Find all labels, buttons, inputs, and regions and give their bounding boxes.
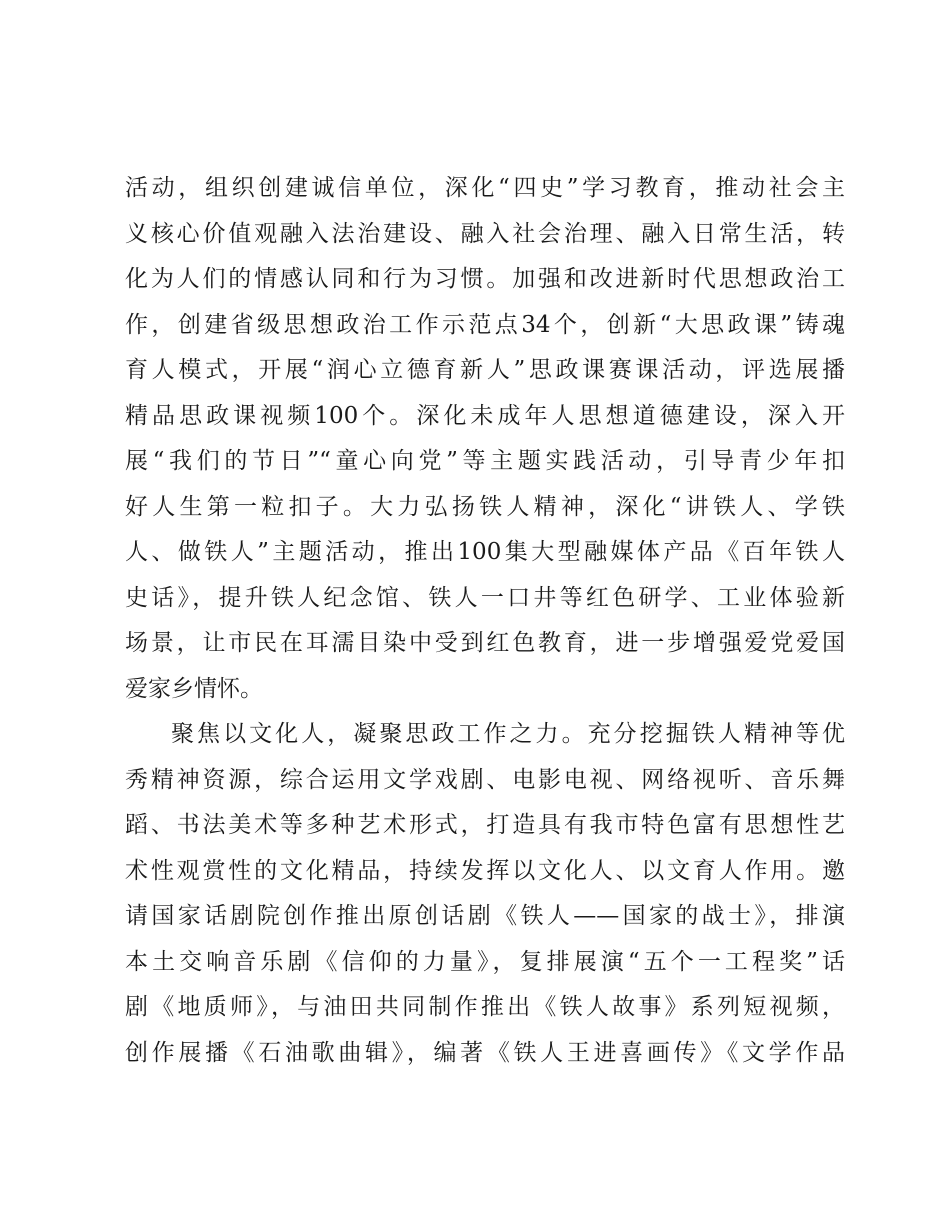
text-line: 剧《地质师》，与油田共同制作推出《铁人故事》系列短视频， — [125, 994, 845, 1020]
text-line: 义核心价值观融入法治建设、融入社会治理、融入日常生活，转 — [125, 220, 845, 247]
text-line: 聚焦以文化人，凝聚思政工作之力。充分挖掘铁人精神等优 — [171, 721, 845, 747]
text-line: 爱家乡情怀。 — [125, 675, 263, 702]
text-line: 蹈、书法美术等多种艺术形式，打造具有我市特色富有思想性艺 — [125, 812, 845, 838]
text-line: 作，创建省级思想政治工作示范点34个，创新“大思政课”铸魂 — [125, 311, 845, 338]
paragraph-2 — [125, 712, 845, 1076]
text-line: 育人模式，开展“润心立德育新人”思政课赛课活动，评选展播 — [125, 357, 845, 383]
text-line: 展“我们的节日”“童心向党”等主题实践活动，引导青少年扣 — [125, 448, 845, 474]
text-line: 化为人们的情感认同和行为习惯。加强和改进新时代思想政治工 — [125, 266, 845, 292]
text-line: 请国家话剧院创作推出原创话剧《铁人——国家的战士》，排演 — [125, 903, 845, 929]
document-body — [125, 166, 845, 1076]
text-line: 创作展播《石油歌曲辑》，编著《铁人王进喜画传》《文学作品 — [125, 1039, 845, 1066]
text-line: 史话》，提升铁人纪念馆、铁人一口井等红色研学、工业体验新 — [125, 584, 845, 611]
text-line: 秀精神资源，综合运用文学戏剧、电影电视、网络视听、音乐舞 — [125, 766, 845, 793]
text-line: 术性观赏性的文化精品，持续发挥以文化人、以文育人作用。邀 — [125, 857, 845, 884]
text-line: 精品思政课视频100个。深化未成年人思想道德建设，深入开 — [125, 402, 845, 429]
text-line: 人、做铁人”主题活动，推出100集大型融媒体产品《百年铁人 — [125, 539, 845, 565]
paragraph-1 — [125, 166, 845, 712]
text-line: 本土交响音乐剧《信仰的力量》，复排展演“五个一工程奖”话 — [125, 948, 845, 975]
text-line: 活动，组织创建诚信单位，深化“四史”学习教育，推动社会主 — [125, 175, 845, 201]
text-line: 好人生第一粒扣子。大力弘扬铁人精神，深化“讲铁人、学铁 — [125, 493, 845, 520]
text-line: 场景，让市民在耳濡目染中受到红色教育，进一步增强爱党爱国 — [125, 630, 845, 656]
